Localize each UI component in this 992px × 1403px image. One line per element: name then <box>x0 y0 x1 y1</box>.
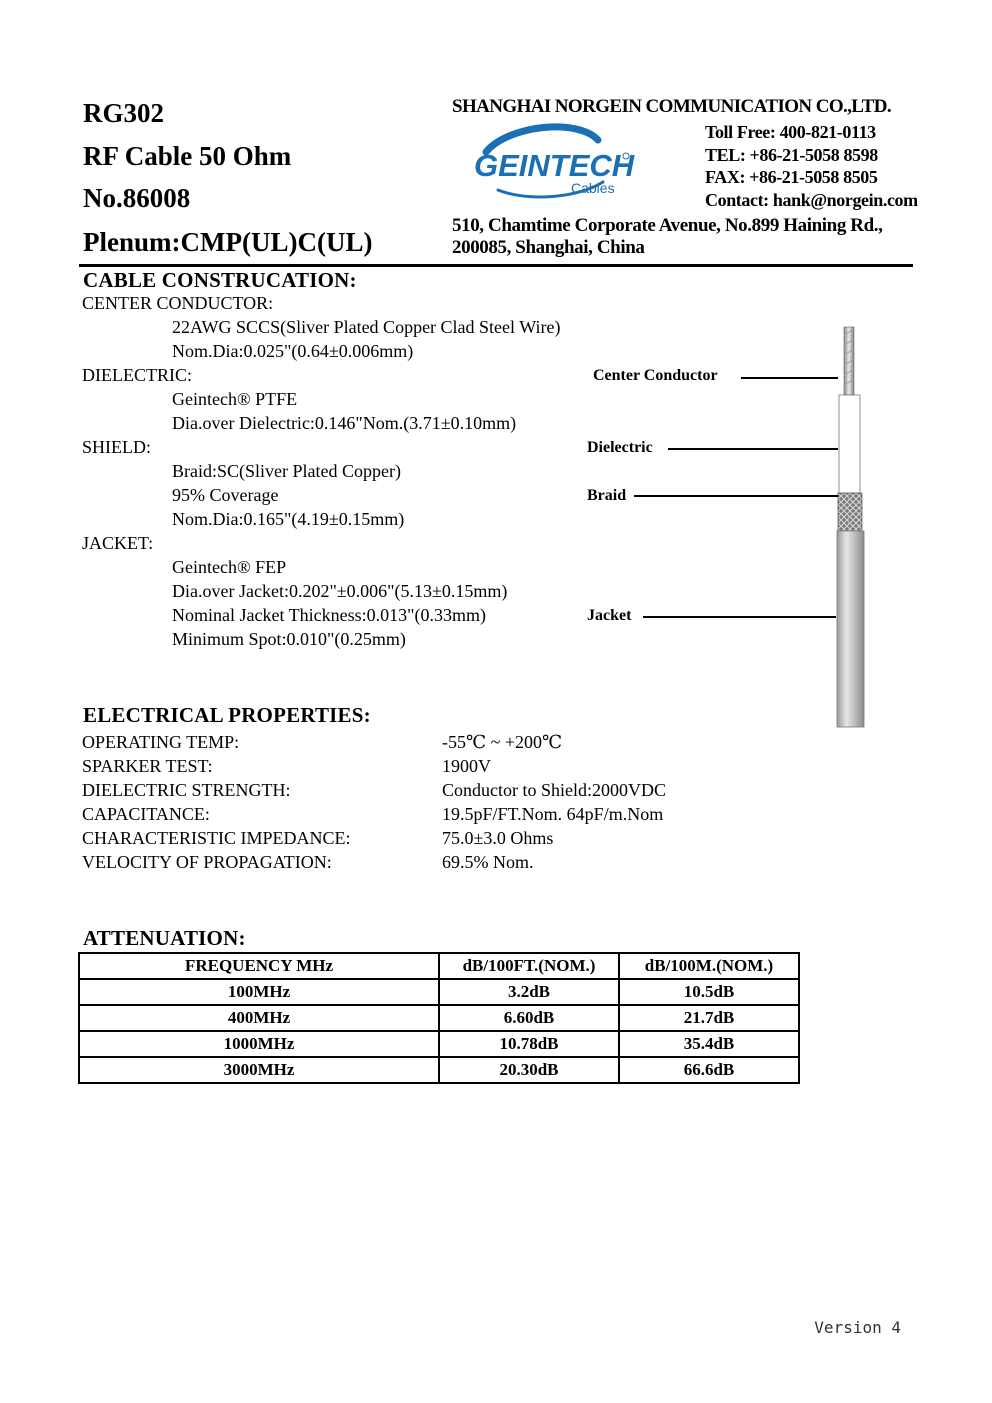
callout-line-dielectric <box>668 448 838 450</box>
center-conductor-line: Nom.Dia:0.025"(0.64±0.006mm) <box>172 341 414 361</box>
table-row <box>79 1057 799 1083</box>
jacket-line: Minimum Spot:0.010"(0.25mm) <box>172 629 406 649</box>
callout-line-braid <box>634 495 838 497</box>
address-line-1: 510, Chamtime Corporate Avenue, No.899 Haining Rd., <box>452 215 883 236</box>
dielectric-line: Geintech® PTFE <box>172 389 298 409</box>
table-cell: 100MHz <box>79 979 439 1005</box>
attenuation-heading: ATTENUATION: <box>83 926 246 950</box>
table-header-row <box>79 953 799 979</box>
electrical-label: VELOCITY OF PROPAGATION: <box>82 852 332 872</box>
shield-line: 95% Coverage <box>172 485 279 505</box>
toll-free: Toll Free: 400-821-0113 <box>705 122 876 142</box>
table-cell: 400MHz <box>79 1005 439 1031</box>
construction-heading: CABLE CONSTRUCATION: <box>83 268 357 292</box>
table-cell: 6.60dB <box>439 1005 619 1031</box>
electrical-value: 75.0±3.0 Ohms <box>442 828 554 848</box>
table-row <box>79 1005 799 1031</box>
dielectric-label: DIELECTRIC: <box>82 365 192 385</box>
jacket-line: Nominal Jacket Thickness:0.013"(0.33mm) <box>172 605 486 625</box>
electrical-label: DIELECTRIC STRENGTH: <box>82 780 291 800</box>
table-cell: 3.2dB <box>439 979 619 1005</box>
product-rating: Plenum:CMP(UL)C(UL) <box>83 227 373 257</box>
geintech-logo <box>468 120 638 200</box>
jacket-line: Dia.over Jacket:0.202"±0.006"(5.13±0.15mm) <box>172 581 508 601</box>
callout-line-center-conductor <box>741 377 838 379</box>
cable-cross-section-illustration <box>832 325 872 730</box>
attenuation-table <box>78 952 800 1084</box>
company-name: SHANGHAI NORGEIN COMMUNICATION CO.,LTD. <box>452 96 891 117</box>
table-row <box>79 979 799 1005</box>
electrical-value: Conductor to Shield:2000VDC <box>442 780 666 800</box>
shield-label: SHIELD: <box>82 437 151 457</box>
table-cell: 20.30dB <box>439 1057 619 1083</box>
electrical-label: CHARACTERISTIC IMPEDANCE: <box>82 828 351 848</box>
electrical-value: 1900V <box>442 756 491 776</box>
product-model: RG302 <box>83 98 164 128</box>
table-cell: 66.6dB <box>619 1057 799 1083</box>
electrical-label: CAPACITANCE: <box>82 804 210 824</box>
electrical-value: -55℃ ~ +200℃ <box>442 732 563 752</box>
jacket-line: Geintech® FEP <box>172 557 287 577</box>
version-label: Version 4 <box>814 1318 901 1337</box>
electrical-label: SPARKER TEST: <box>82 756 213 776</box>
table-cell: 35.4dB <box>619 1031 799 1057</box>
electrical-label: OPERATING TEMP: <box>82 732 240 752</box>
electrical-value: 19.5pF/FT.Nom. 64pF/m.Nom <box>442 804 664 824</box>
callout-line-jacket <box>643 616 836 618</box>
electrical-heading: ELECTRICAL PROPERTIES: <box>83 703 371 727</box>
jacket-label: JACKET: <box>82 533 154 553</box>
contact-email: Contact: hank@norgein.com <box>705 190 918 210</box>
dielectric-line: Dia.over Dielectric:0.146"Nom.(3.71±0.10mm) <box>172 413 517 433</box>
tel: TEL: +86-21-5058 8598 <box>705 145 878 165</box>
header-divider <box>79 264 913 267</box>
table-cell: 21.7dB <box>619 1005 799 1031</box>
logo-wordmark: GEINTECH <box>474 148 635 183</box>
product-name: RF Cable 50 Ohm <box>83 141 292 171</box>
column-header: dB/100M.(NOM.) <box>619 953 799 979</box>
table-cell: 10.78dB <box>439 1031 619 1057</box>
column-header: dB/100FT.(NOM.) <box>439 953 619 979</box>
callout-jacket: Jacket <box>587 607 632 624</box>
shield-line: Braid:SC(Sliver Plated Copper) <box>172 461 401 481</box>
center-conductor-line: 22AWG SCCS(Sliver Plated Copper Clad Steel Wire) <box>172 317 561 337</box>
callout-center-conductor: Center Conductor <box>593 367 718 384</box>
shield-line: Nom.Dia:0.165"(4.19±0.15mm) <box>172 509 405 529</box>
center-conductor-label: CENTER CONDUCTOR: <box>82 293 274 313</box>
product-number: No.86008 <box>83 183 191 213</box>
callout-dielectric: Dielectric <box>587 439 653 456</box>
electrical-value: 69.5% Nom. <box>442 852 534 872</box>
logo-subtext: Cables <box>571 180 615 196</box>
column-header: FREQUENCY MHz <box>79 953 439 979</box>
callout-braid: Braid <box>587 487 627 504</box>
fax: FAX: +86-21-5058 8505 <box>705 167 878 187</box>
table-row <box>79 1031 799 1057</box>
table-cell: 10.5dB <box>619 979 799 1005</box>
table-cell: 3000MHz <box>79 1057 439 1083</box>
address-line-2: 200085, Shanghai, China <box>452 237 645 258</box>
table-cell: 1000MHz <box>79 1031 439 1057</box>
